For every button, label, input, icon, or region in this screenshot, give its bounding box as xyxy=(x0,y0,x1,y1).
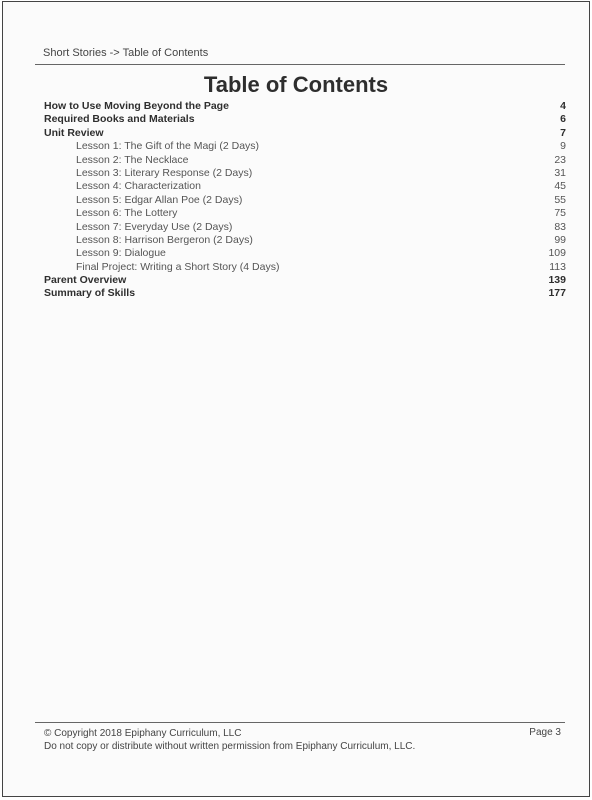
toc-entry-label: Lesson 7: Everyday Use (2 Days) xyxy=(76,220,233,233)
toc-entry-label: Required Books and Materials xyxy=(44,113,195,126)
toc-lesson-entry xyxy=(44,167,566,180)
toc-entry-page: 6 xyxy=(560,113,566,126)
toc-entry-label: Lesson 3: Literary Response (2 Days) xyxy=(76,166,253,179)
toc-entry-page: 55 xyxy=(554,193,566,206)
toc-section-entry xyxy=(44,113,566,126)
toc-section-entry xyxy=(44,274,566,287)
toc-section-entry xyxy=(44,100,566,113)
toc-entry-label: Unit Review xyxy=(44,126,104,139)
toc-lesson-entry xyxy=(44,180,566,193)
toc-entry-label: Lesson 8: Harrison Bergeron (2 Days) xyxy=(76,233,253,246)
toc-entry-page: 31 xyxy=(554,166,566,179)
toc-entry-page: 99 xyxy=(554,233,566,246)
toc-entry-label: Lesson 4: Characterization xyxy=(76,180,201,193)
toc-entry-page: 23 xyxy=(554,153,566,166)
toc-entry-page: 75 xyxy=(554,207,566,220)
table-of-contents xyxy=(44,100,566,301)
toc-section-entry xyxy=(44,287,566,300)
toc-entry-page: 109 xyxy=(548,247,566,260)
toc-lesson-entry xyxy=(44,261,566,274)
toc-lesson-entry xyxy=(44,221,566,234)
toc-entry-label: Lesson 5: Edgar Allan Poe (2 Days) xyxy=(76,193,243,206)
copyright-line: © Copyright 2018 Epiphany Curriculum, LLC xyxy=(44,728,242,739)
toc-lesson-entry xyxy=(44,247,566,260)
document-page xyxy=(2,1,590,797)
toc-lesson-entry xyxy=(44,140,566,153)
toc-entry-page: 7 xyxy=(560,126,566,139)
toc-entry-label: Lesson 6: The Lottery xyxy=(76,207,178,220)
footer-text xyxy=(44,727,415,753)
toc-entry-page: 113 xyxy=(549,260,566,273)
toc-entry-page: 177 xyxy=(548,287,566,300)
toc-entry-page: 45 xyxy=(554,180,566,193)
toc-section-entry xyxy=(44,127,566,140)
toc-lesson-entry xyxy=(44,194,566,207)
toc-lesson-entry xyxy=(44,154,566,167)
toc-entry-label: Summary of Skills xyxy=(44,287,136,300)
footer-divider xyxy=(35,722,565,723)
page-title: Table of Contents xyxy=(203,72,389,97)
toc-entry-label: Lesson 1: The Gift of the Magi (2 Days) xyxy=(76,140,260,153)
toc-entry-page: 9 xyxy=(560,140,566,153)
toc-entry-label: Lesson 2: The Necklace xyxy=(76,153,189,166)
toc-entry-page: 139 xyxy=(548,274,566,287)
breadcrumb: Short Stories -> Table of Contents xyxy=(43,47,209,59)
distribution-notice: Do not copy or distribute without written permission from Epiphany Curriculum, LLC. xyxy=(44,741,416,752)
toc-entry-label: Parent Overview xyxy=(44,274,127,287)
toc-entry-page: 4 xyxy=(560,100,566,112)
toc-entry-label: Final Project: Writing a Short Story (4 Days) xyxy=(76,260,280,273)
toc-lesson-entry xyxy=(44,234,566,247)
toc-lesson-entry xyxy=(44,207,566,220)
page-number: Page 3 xyxy=(529,727,561,738)
header-divider xyxy=(35,64,565,65)
toc-entry-label: How to Use Moving Beyond the Page xyxy=(44,100,229,112)
toc-entry-page: 83 xyxy=(554,220,566,233)
toc-entry-label: Lesson 9: Dialogue xyxy=(76,247,166,260)
